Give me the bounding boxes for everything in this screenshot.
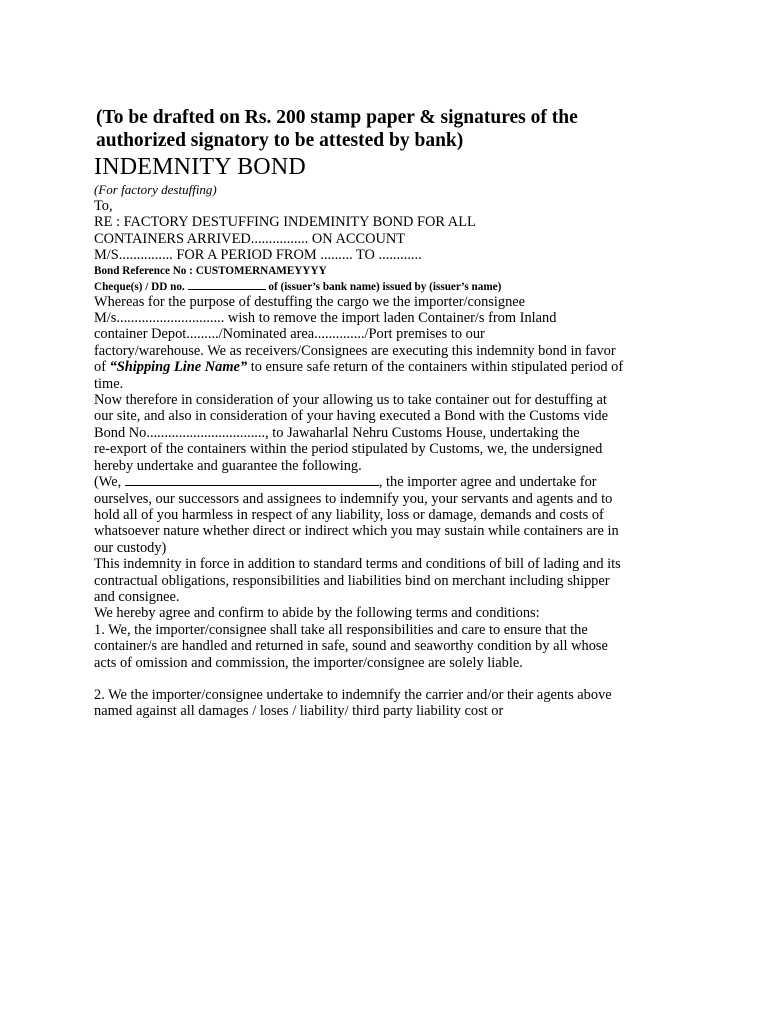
instruction-line: authorized signatory to be attested by bank) bbox=[96, 130, 464, 151]
paragraph-now-therefore bbox=[94, 392, 670, 474]
paragraph-line: named against all damages / loses / liability/ third party liability cost or bbox=[94, 703, 504, 720]
bond-reference: Bond Reference No : CUSTOMERNAMEYYYY bbox=[94, 264, 327, 277]
we-prefix: (We, bbox=[94, 474, 125, 491]
document-subtitle: (For factory destuffing) bbox=[94, 182, 217, 197]
paragraph-line bbox=[94, 359, 670, 375]
paragraph-line: We hereby agree and confirm to abide by the following terms and conditions: bbox=[94, 605, 540, 622]
paragraph-line: ourselves, our successors and assignees to indemnify you, your servants and agents and to bbox=[94, 490, 613, 507]
paragraph-line: 2. We the importer/consignee undertake to indemnify the carrier and/or their agents above bbox=[94, 686, 612, 703]
cheque-line bbox=[94, 278, 670, 294]
cheque-prefix: Cheque(s) / DD no. bbox=[94, 280, 185, 293]
paragraph-line: Now therefore in consideration of your allowing us to take container out for destuffing at bbox=[94, 392, 607, 409]
paragraph-line: re-export of the containers within the period stipulated by Customs, we, the undersigned bbox=[94, 441, 603, 458]
reference-line: RE : FACTORY DESTUFFING INDEMINITY BOND FOR ALL bbox=[94, 214, 476, 231]
paragraph-line: acts of omission and commission, the importer/consignee are solely liable. bbox=[94, 654, 523, 671]
paragraph-line: whatsoever nature whether direct or indirect which you may sustain while containers are in bbox=[94, 523, 619, 540]
cheque-number-blank bbox=[188, 278, 266, 290]
reference-line: CONTAINERS ARRIVED................ ON ACCOUNT bbox=[94, 230, 406, 247]
paragraph-gap bbox=[94, 671, 670, 687]
paragraph-line: container Depot........./Nominated area............../Port premises to our bbox=[94, 326, 485, 343]
paragraph-undertaking bbox=[94, 474, 670, 556]
shipping-line-name: “Shipping Line Name” bbox=[109, 359, 248, 376]
paragraph-line: M/s.............................. wish to remove the import laden Container/s from Inland bbox=[94, 310, 557, 327]
cheque-suffix: of (issuer’s bank name) issued by (issuer’s name) bbox=[268, 280, 502, 293]
we-suffix: , the importer agree and undertake for bbox=[378, 474, 597, 491]
paragraph-line: factory/warehouse. We as receivers/Consignees are executing this indemnity bond in favor bbox=[94, 342, 616, 359]
paragraph-terms bbox=[94, 556, 670, 671]
paragraph-line: hereby undertake and guarantee the following. bbox=[94, 457, 362, 474]
favor-suffix: to ensure safe return of the containers within stipulated period of bbox=[247, 359, 624, 376]
addressee-line: To, bbox=[94, 198, 113, 214]
paragraph-line: time. bbox=[94, 375, 124, 392]
paragraph-line: our site, and also in consideration of your having executed a Bond with the Customs vide bbox=[94, 408, 608, 425]
paragraph-line: and consignee. bbox=[94, 588, 180, 605]
reference-line: M/S............... FOR A PERIOD FROM ......... TO ............ bbox=[94, 247, 422, 264]
paragraph-line: 1. We, the importer/consignee shall take all responsibilities and care to ensure that the bbox=[94, 621, 588, 638]
paragraph-line bbox=[94, 474, 670, 490]
favor-prefix: of bbox=[94, 359, 110, 376]
document-title: INDEMNITY BOND bbox=[94, 154, 306, 180]
importer-name-blank bbox=[125, 474, 379, 486]
paragraph-line: This indemnity in force in addition to standard terms and conditions of bill of lading and its bbox=[94, 556, 621, 573]
reference-block bbox=[94, 214, 670, 263]
paragraph-line: container/s are handled and returned in safe, sound and seaworthy condition by all whose bbox=[94, 638, 608, 655]
paragraph-line: Bond No................................., to Jawaharlal Nehru Customs House, undertaking the bbox=[94, 424, 580, 441]
paragraph-clause-2 bbox=[94, 687, 670, 720]
paragraph-line: hold all of you harmless in respect of any liability, loss or damage, demands and costs of bbox=[94, 506, 604, 523]
paragraph-whereas bbox=[94, 294, 670, 392]
paragraph-line: Whereas for the purpose of destuffing the cargo we the importer/consignee bbox=[94, 293, 526, 310]
stamp-paper-instruction bbox=[96, 106, 670, 152]
instruction-line: (To be drafted on Rs. 200 stamp paper & signatures of the bbox=[96, 107, 578, 128]
paragraph-line: our custody) bbox=[94, 539, 167, 556]
paragraph-line: contractual obligations, responsibilities and liabilities bind on merchant including shipper bbox=[94, 572, 610, 589]
